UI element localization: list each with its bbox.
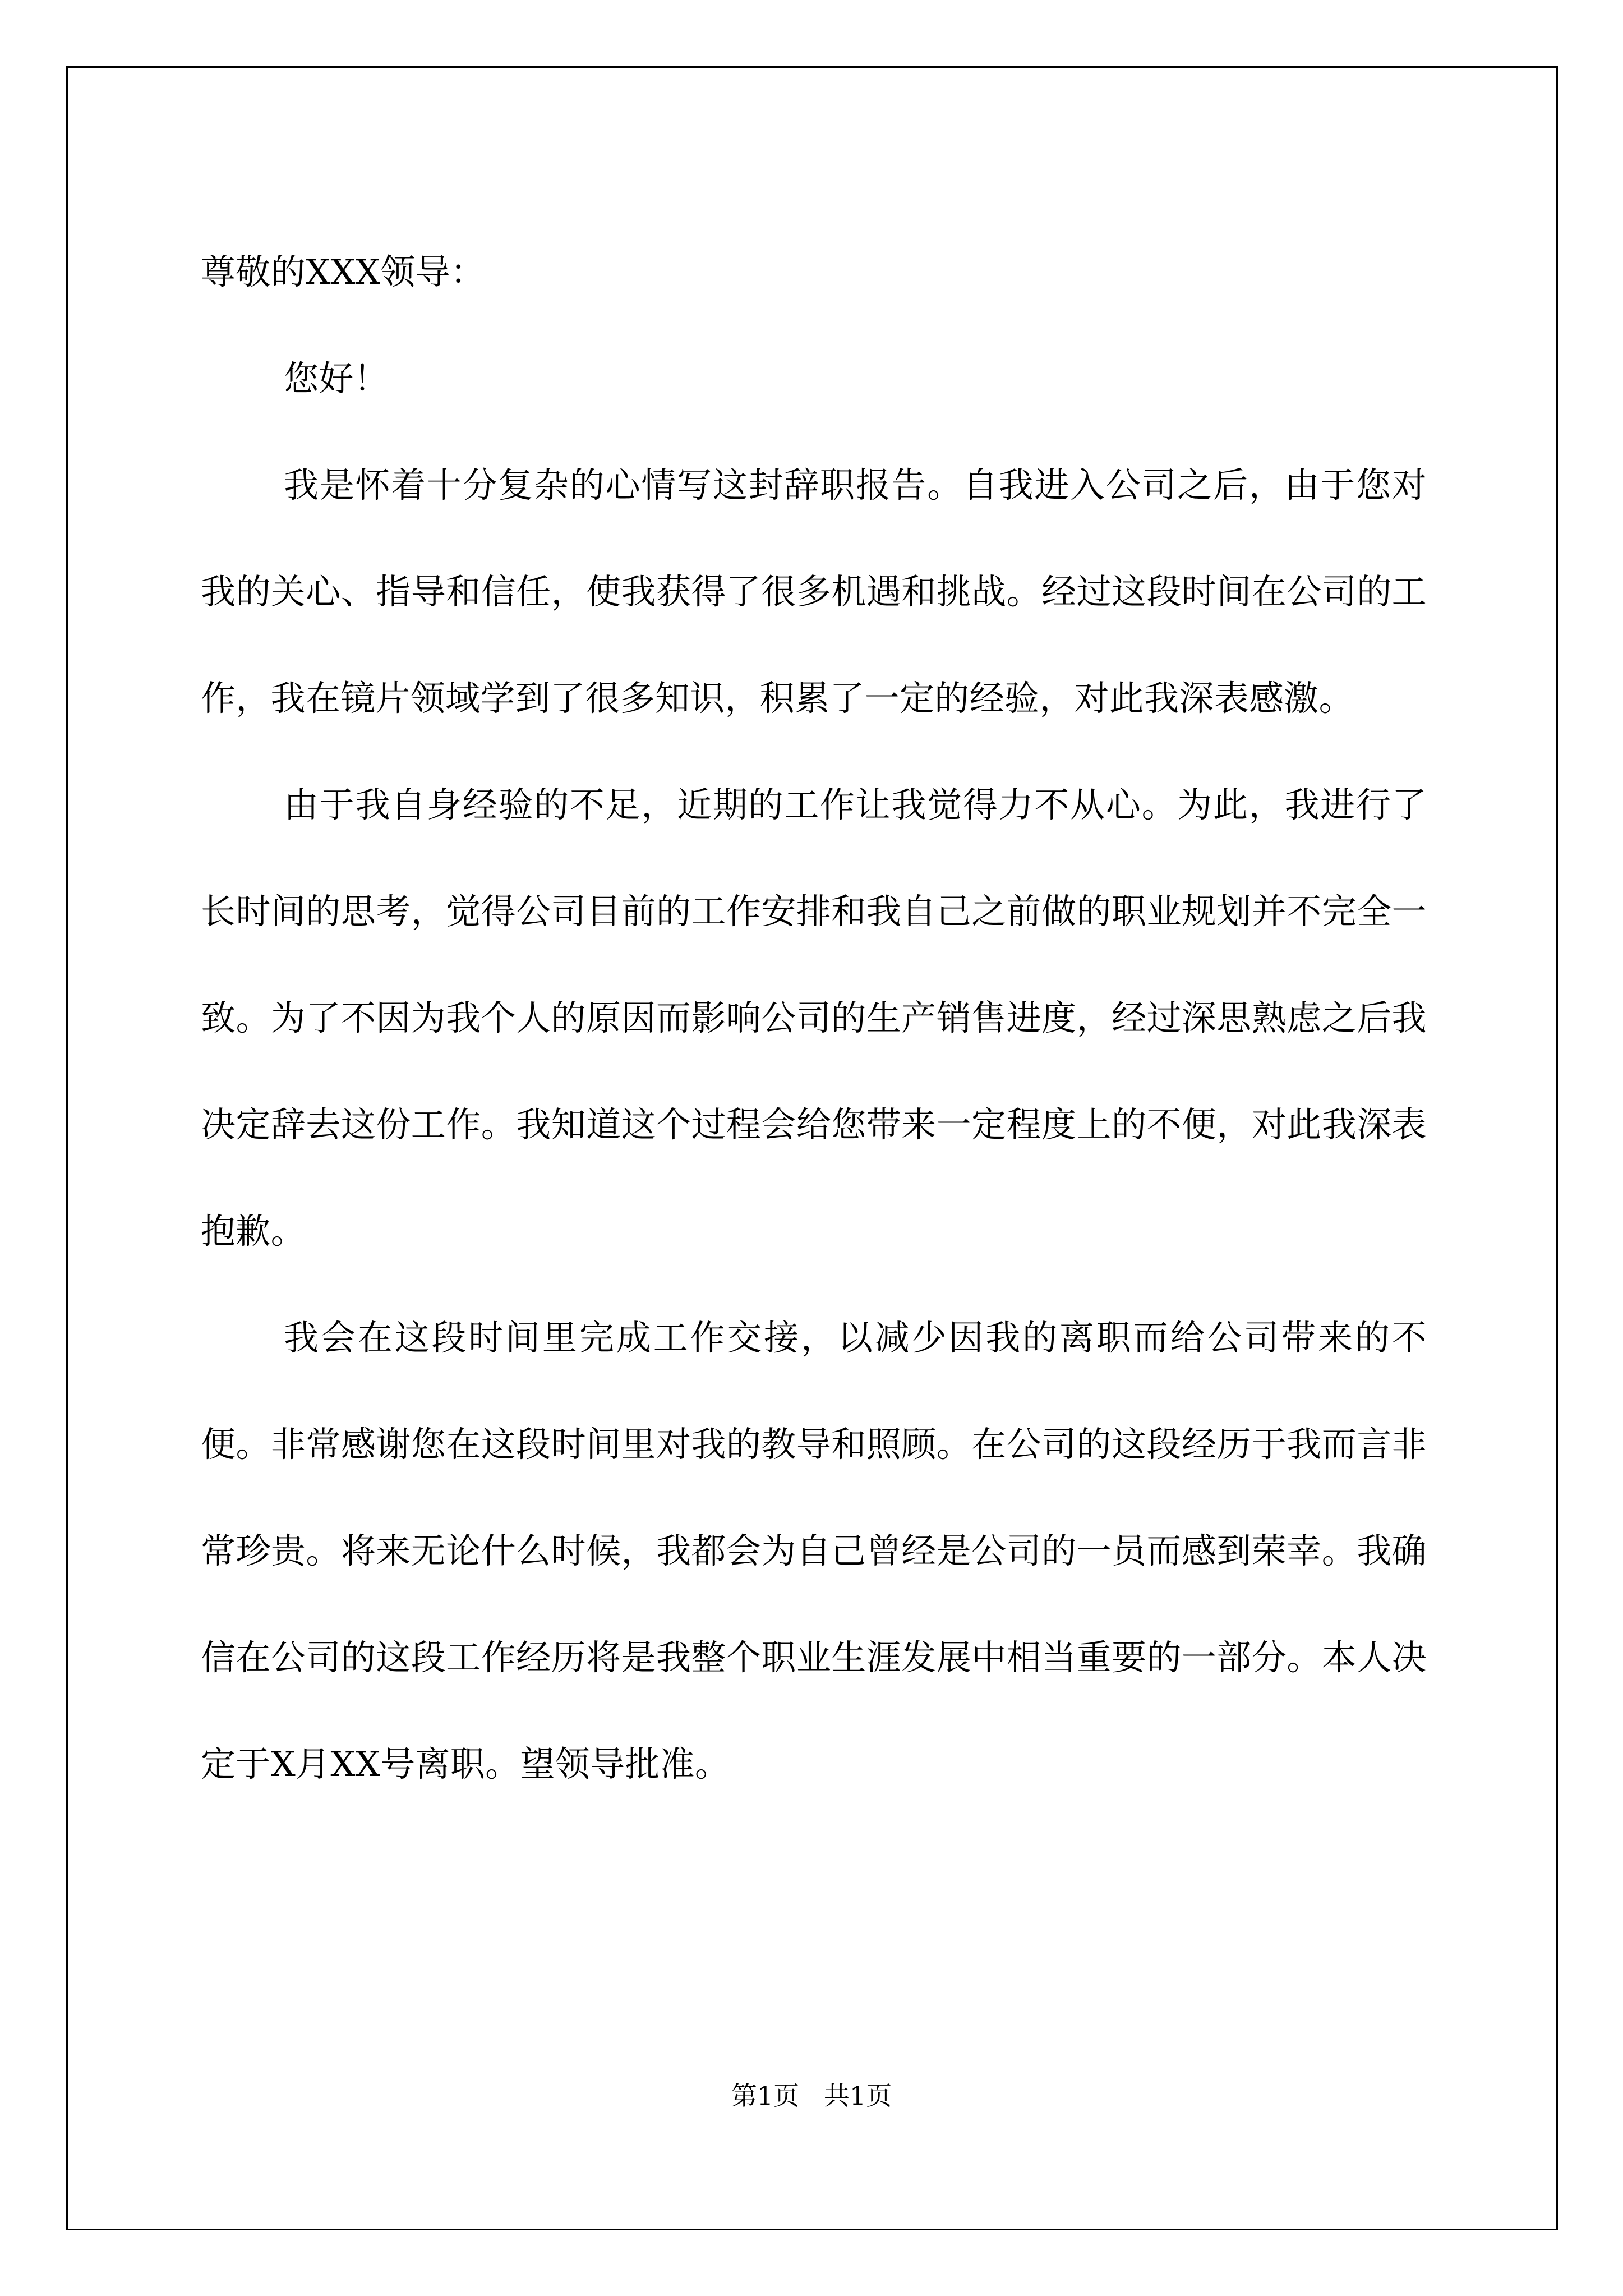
salutation: 尊敬的XXX领导： (201, 251, 486, 292)
body-paragraph-handover: 我会在这段时间里完成工作交接，以减少因我的离职而给公司带来的不便。非常感谢您在这段时间里对我的教导和照顾。在公司的这段经历于我而言非常珍贵。将来无论什么时候，我都会为自己曾经是公司的一员而感到荣幸。我确信在公司的这段工作经历将是我整个职业生涯发展中相当重要的一部分。本人决定于X月XX号离职。望领导批准。 (201, 1317, 1427, 1784)
body-paragraph-reason: 由于我自身经验的不足，近期的工作让我觉得力不从心。为此，我进行了长时间的思考，觉得公司目前的工作安排和我自己之前做的职业规划并不完全一致。为了不因为我个人的原因而影响公司的生产销售进度，经过深思熟虑之后我决定辞去这份工作。我知道这个过程会给您带来一定程度上的不便，对此我深表抱歉。 (201, 784, 1427, 1251)
page-number: 第1页 共1页 (731, 2081, 892, 2111)
body-paragraph-gratitude: 我是怀着十分复杂的心情写这封辞职报告。自我进入公司之后，由于您对我的关心、指导和信任，使我获得了很多机遇和挑战。经过这段时间在公司的工作，我在镜片领域学到了很多知识，积累了一定的经验，对此我深表感激。 (201, 464, 1427, 719)
greeting-paragraph: 您好！ (284, 358, 389, 399)
letter-body (201, 219, 1427, 1818)
